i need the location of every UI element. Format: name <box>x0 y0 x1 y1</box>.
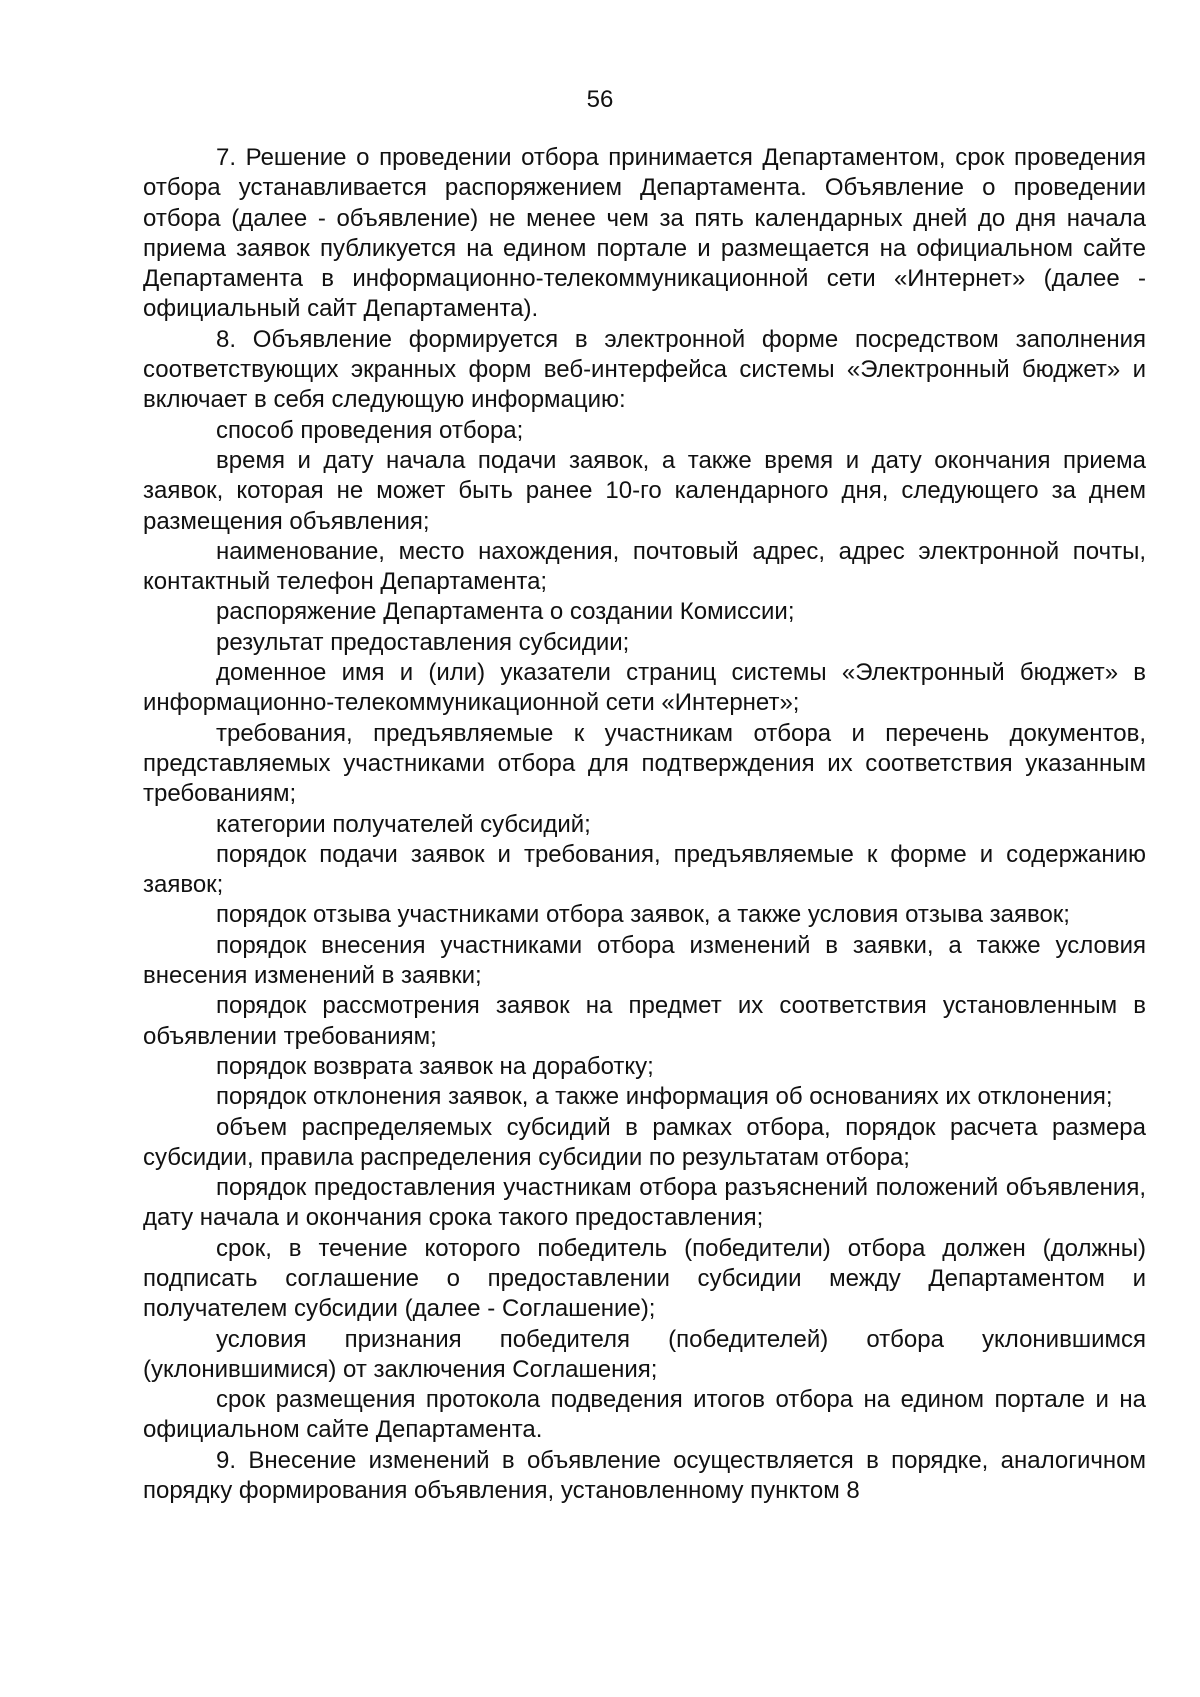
list-item-withdrawal-procedure: порядок отзыва участниками отбора заявок, а также условия отзыва заявок; <box>216 901 1070 929</box>
paragraph-7-decision: 7. Решение о проведении отбора принимается Департаментом, срок проведения отбора устанавливается распоряжением Департамента. Объявление о проведении отбора (далее - объявление) не менее чем за пять календарных дней до дня начала приема заявок публикуется на едином портале и размещается на официальном сайте Департамента в информационно-телекоммуникационной сети «Интернет» (далее - официальный сайт Департамента). <box>143 144 1146 323</box>
list-item-rejection-procedure: порядок отклонения заявок, а также информация об основаниях их отклонения; <box>216 1083 1113 1111</box>
page-number: 56 <box>586 86 614 113</box>
list-item-participant-requirements: требования, предъявляемые к участникам отбора и перечень документов, представляемых участниками отбора для подтверждения их соответствия указанным требованиям; <box>143 719 1146 808</box>
list-item-submission-procedure: порядок подачи заявок и требования, предъявляемые к форме и содержанию заявок; <box>143 840 1146 899</box>
list-item-selection-method: способ проведения отбора; <box>216 416 524 444</box>
list-item-evasion-conditions: условия признания победителя (победителей) отбора уклонившимся (уклонившимися) от заключения Соглашения; <box>143 1325 1146 1383</box>
list-item-agreement-deadline: срок, в течение которого победитель (победители) отбора должен (должны) подписать соглашение о предоставлении субсидии между Департаментом и получателем субсидии (далее - Соглашение); <box>143 1234 1146 1323</box>
list-item-domain-name: доменное имя и (или) указатели страниц системы «Электронный бюджет» в информационно-телекоммуникационной сети «Интернет»; <box>143 659 1146 717</box>
list-item-amendment-procedure: порядок внесения участниками отбора изменений в заявки, а также условия внесения изменений в заявки; <box>143 931 1146 990</box>
list-item-recipient-categories: категории получателей субсидий; <box>216 810 591 838</box>
paragraph-8-announcement: 8. Объявление формируется в электронной форме посредством заполнения соответствующих экранных форм веб-интерфейса системы «Электронный бюджет» и включает в себя следующую информацию: <box>143 325 1146 414</box>
list-item-subsidy-volume: объем распределяемых субсидий в рамках отбора, порядок расчета размера субсидии, правила распределения субсидии по результатам отбора; <box>143 1113 1146 1171</box>
list-item-subsidy-result: результат предоставления субсидии; <box>216 628 630 656</box>
list-item-application-dates: время и дату начала подачи заявок, а также время и дату окончания приема заявок, которая не может быть ранее 10-го календарного дня, следующего за днем размещения объявления; <box>143 446 1146 535</box>
paragraph-9-amendments: 9. Внесение изменений в объявление осуществляется в порядке, аналогичном порядку формирования объявления, установленному пунктом 8 <box>143 1446 1146 1505</box>
list-item-protocol-deadline: срок размещения протокола подведения итогов отбора на едином портале и на официальном сайте Департамента. <box>143 1386 1146 1444</box>
list-item-return-procedure: порядок возврата заявок на доработку; <box>216 1052 654 1080</box>
list-item-clarification-procedure: порядок предоставления участникам отбора разъяснений положений объявления, дату начала и окончания срока такого предоставления; <box>143 1174 1146 1232</box>
document-body <box>143 143 1146 1506</box>
list-item-commission-order: распоряжение Департамента о создании Комиссии; <box>216 598 795 626</box>
list-item-review-procedure: порядок рассмотрения заявок на предмет их соответствия установленным в объявлении требованиям; <box>143 992 1146 1050</box>
list-item-department-contacts: наименование, место нахождения, почтовый адрес, адрес электронной почты, контактный телефон Департамента; <box>143 537 1146 596</box>
